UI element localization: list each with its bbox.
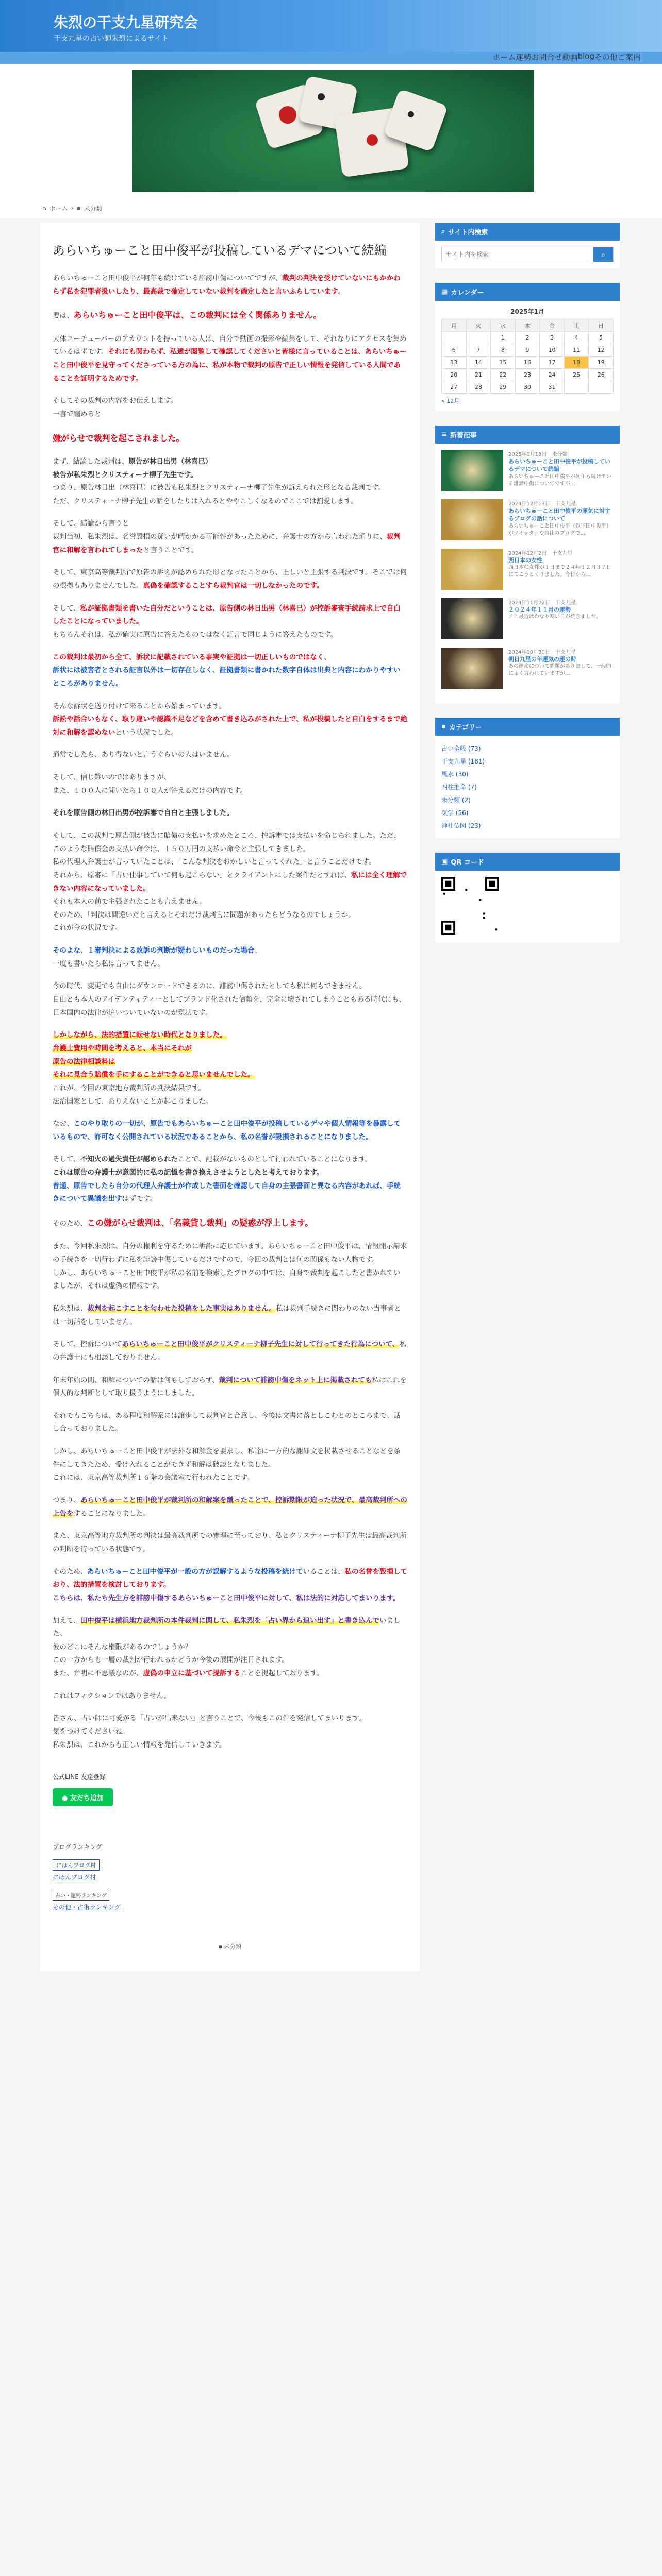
calendar-weekday: 月 — [442, 319, 467, 332]
folder-icon: ▪ — [441, 723, 446, 731]
category-item[interactable]: 占い全般 (73) — [441, 745, 481, 752]
calendar-day[interactable]: 22 — [491, 369, 516, 381]
calendar-day[interactable]: 17 — [540, 357, 565, 369]
ranking-label: ブログランキング — [53, 1843, 102, 1851]
calendar-day — [466, 332, 491, 344]
paragraph: この裁判は最初から全て、訴状に記載されている事実や証拠は一切正しいものではなく、 訴状には被害者とされる証言以外は一切存在しなく、証拠書類に書かれた数字自体は出典と内容にわかりやすいところがありません。 — [53, 653, 401, 688]
calendar-day[interactable]: 5 — [589, 332, 614, 344]
calendar-day[interactable]: 29 — [491, 381, 516, 394]
paragraph: そして、私が証拠書類を書いた自分だということは、原告側の林日出男（林喜巳）が控訴審査手続請求上で自白したことになっていました。 もちろんそれは、私が確実に原告に答えたものではなく証言で同じように答えたものです。 — [53, 604, 401, 639]
calendar-day[interactable]: 3 — [540, 332, 565, 344]
calendar-day[interactable]: 2 — [515, 332, 540, 344]
post-excerpt: ここ最近はかなり寒い日が続きました。 — [508, 614, 601, 620]
calendar-day[interactable]: 4 — [564, 332, 589, 344]
category-item[interactable]: 気学 (56) — [441, 809, 469, 817]
calendar-day[interactable]: 11 — [564, 344, 589, 357]
recent-post[interactable] — [441, 648, 614, 689]
calendar-weekday: 木 — [515, 319, 540, 332]
post-thumbnail[interactable] — [441, 549, 503, 590]
calendar-day[interactable]: 19 — [589, 357, 614, 369]
calendar-weekday: 火 — [466, 319, 491, 332]
folder-icon: ▪ — [76, 205, 81, 212]
blogmura-banner[interactable]: にほんブログ村 — [53, 1859, 100, 1871]
calendar-day[interactable]: 31 — [540, 381, 565, 394]
post-date: 2024年11月22日 干支九星 — [508, 600, 576, 606]
paragraph: そのため、この嫌がらせ裁判は、「名義貸し裁判」の疑惑が浮上します。 — [53, 1218, 313, 1228]
paragraph: 通常でしたら、あり得ないと言うぐらいの人はいません。 — [53, 751, 234, 759]
post-date: 2024年12月2日 干支九星 — [508, 551, 573, 556]
calendar-day[interactable]: 18 — [564, 357, 589, 369]
calendar-day[interactable]: 10 — [540, 344, 565, 357]
calendar-icon: ▦ — [441, 288, 448, 296]
post-date: 2024年12月13日 干支九星 — [508, 501, 576, 507]
paragraph: 今の時代、変更でも自由にダウンロードできるのに、誹謗中傷されたとしても私は何もできません。 自由とも本人のアイデンティティーとしてブランド化された信頼を、完全に壊されてしまうこともある時代にも、日本国内の法律が追いついていないのが現状です。 — [53, 982, 406, 1017]
nav-item-fortune[interactable]: 運勢 — [516, 53, 532, 62]
category-item[interactable]: 四柱推命 (7) — [441, 784, 477, 791]
home-icon: ⌂ — [42, 205, 46, 212]
article-title: あらいちゅーこと田中俊平が投稿しているデマについて続編 — [53, 243, 387, 258]
calendar-day[interactable]: 15 — [491, 357, 516, 369]
recent-post[interactable] — [441, 598, 614, 639]
post-date: 2025年1月18日 未分類 — [508, 452, 568, 457]
article — [40, 223, 420, 1971]
list-icon: ≡ — [441, 431, 447, 438]
chevron-right-icon: › — [71, 205, 74, 212]
nav-item-home[interactable]: ホーム — [492, 53, 516, 62]
recent-posts-widget — [435, 426, 620, 703]
paragraph: なお、このやり取りの一切が、原告でもあらいちゅーこと田中俊平が投稿しているデマや個人情報等を暴露しているもので、許可なく公開されている状況であることから、私の名誉が毀損されることになりました。 — [53, 1120, 401, 1141]
calendar-day[interactable]: 16 — [515, 357, 540, 369]
paragraph: そのため、あらいちゅーこと田中俊平が一般の方が誤解するような投稿を続けていることは、私の名誉を毀損しており、法的措置を検討しております。 こちらは、私たち先生方を誹謗中傷するあらいちゅーこと田中俊平に対して、私は法的に対応してまいります。 — [53, 1567, 407, 1602]
calendar-day — [589, 381, 614, 394]
calendar-day[interactable]: 12 — [589, 344, 614, 357]
paragraph: これはフィクションではありません。 — [53, 1691, 171, 1700]
calendar-weekday: 金 — [540, 319, 565, 332]
paragraph: 皆さん、占い師に可愛がる「占いが出来ない」と言うことで、今後もこの件を発信してまいります。 気をつけてくださいね。 私朱烈は、これからも正しい情報を発信していきます。 — [53, 1714, 366, 1749]
category-item[interactable]: 風水 (30) — [441, 771, 469, 778]
search-button[interactable] — [593, 247, 613, 262]
paragraph: そしてその裁判の内容をお伝えします。 一言で纏めると — [53, 397, 177, 418]
calendar-day[interactable]: 23 — [515, 369, 540, 381]
paragraph: そして、控訴についてあらいちゅーこと田中俊平がクリスティーナ柳子先生に対して行ってきた行為について、私の弁護士にも相談しておりません。 — [53, 1340, 406, 1362]
category-item[interactable]: 神社仏閣 (23) — [441, 822, 481, 829]
qr-code — [441, 877, 499, 935]
search-icon: ⌕ — [601, 250, 605, 259]
paragraph: そして、結論から言うと 裁判当初、私朱烈は、名誉毀損の疑いが晴かかる可能性があったために、弁護士の方から言われた通りに、裁判官に和解を言われてしまったと言うことです。 — [53, 519, 401, 554]
breadcrumb-home[interactable]: ホーム — [49, 205, 68, 212]
post-date: 2024年10月30日 干支九星 — [508, 650, 576, 655]
nav-bar — [0, 52, 662, 64]
calendar-day[interactable]: 27 — [442, 381, 467, 394]
breadcrumb-category[interactable]: 未分類 — [84, 205, 103, 212]
calendar-day[interactable]: 26 — [589, 369, 614, 381]
paragraph: 加えて、田中俊平は横浜地方裁判所の本件裁判に関して、私朱烈を「占い界から追い出す」と書き込んでいました。 彼のどこにそんな権限があるのでしょうか？ この一方からも一層の裁判が行われるかどうか今後の展開が注目されます。 また、弁明に不思議なのが、虚偽の申立に基づいて提訴することを提起しております。 — [53, 1616, 401, 1678]
paragraph: しかし、あらいちゅーこと田中俊平が法外な和解金を要求し、私達に一方的な謝罪文を掲載させることなどを条件にしてきたため、受け入れることができず和解は破談となりました。 これには、東京高等裁判所１６階の会議室で行われたことです。 — [53, 1447, 401, 1482]
nav-item-video[interactable]: 動画 — [562, 53, 578, 62]
calendar-table — [441, 319, 614, 394]
category-widget — [435, 718, 620, 838]
breadcrumb — [0, 198, 662, 218]
calendar-day[interactable]: 1 — [491, 332, 516, 344]
post-title[interactable]: あらいちゅーこと田中俊平の運気に対するブログの話について — [508, 507, 610, 522]
search-input[interactable] — [442, 247, 593, 262]
widget-title: カテゴリー — [449, 724, 483, 732]
calendar-widget — [435, 283, 620, 411]
nav-item-contact[interactable]: お問合せ — [531, 53, 562, 62]
paragraph: 私朱烈は、裁判を起こすことを匂わせた投稿をした事実はありません。私は裁判手続きに関わりのない当事者とは一切話をしていません。 — [53, 1304, 401, 1326]
post-excerpt: あらいちゅーこと田中俊平が何年も続けている誹謗中傷についてですが… — [508, 473, 611, 487]
article-footer-category[interactable]: ▪ 未分類 — [219, 1943, 241, 1951]
recent-post[interactable] — [441, 549, 614, 590]
calendar-weekday: 日 — [589, 319, 614, 332]
nav-item-blog[interactable]: blog — [577, 52, 594, 61]
post-title[interactable]: 西日本の女性 — [508, 557, 542, 564]
qr-icon: ▣ — [441, 858, 448, 866]
site-header — [0, 0, 662, 52]
post-thumbnail[interactable] — [441, 598, 503, 639]
widget-title: QR コード — [451, 859, 484, 867]
calendar-day[interactable]: 9 — [515, 344, 540, 357]
widget-title: カレンダー — [451, 289, 484, 297]
ranking-banner[interactable]: 占い・運勢ランキング — [53, 1890, 109, 1901]
paragraph: そして、東京高等裁判所で原告の訴えが認められた形となったことから、正しいと主張する判決です。そこでは何の根拠もありませんでした。真偽を確認することすら裁判官は一切しなかったのです。 — [53, 568, 407, 590]
line-add-friend-button[interactable]: ● 友だち追加 — [53, 1788, 113, 1806]
calendar-day — [564, 381, 589, 394]
recent-post[interactable] — [441, 499, 614, 540]
paragraph: しかしながら、法的措置に転せない時代となりました。 弁護士費用や時間を考えると、本当にそれが 原告の法律相談料は それに見合う賠償を手にすることができると思いませんでした。 これが、今回の東京地方裁判所の判決結果です。 法治国家として、ありえないことが起こりました。 — [53, 1031, 255, 1106]
paragraph: そして、不知火の過失責任が認められたことで、記載がないものとして行われていることになります。 これは原告の弁護士が意図的に私の記憶を書き換えさせようとしたと考えております。 普通、原告でしたら自分の代理人弁護士が作成した書面を確認して自身の主張書面と異なる内容があれば、手続きについて異議を出すはずです。 — [53, 1155, 401, 1204]
paragraph: つまり、あらいちゅーこと田中俊平が裁判所の和解案を蹴ったことで、控訴期限が迫った状況で、最高裁判所への上告をすることになりました。 — [53, 1496, 407, 1518]
post-thumbnail[interactable] — [441, 499, 503, 540]
hero — [0, 64, 662, 198]
calendar-weekday: 土 — [564, 319, 589, 332]
post-title[interactable]: ２０２４年１１月の運勢 — [508, 606, 571, 613]
calendar-month: 2025年1月 — [510, 308, 544, 315]
site-title[interactable]: 朱烈の干支九星研究会 — [54, 14, 198, 31]
calendar-day — [442, 332, 467, 344]
site-subtitle: 干支九星の占い師朱烈によるサイト — [54, 35, 169, 43]
calendar-day[interactable]: 6 — [442, 344, 467, 357]
ranking-link[interactable]: その他・占術ランキング — [53, 1904, 121, 1911]
paragraph: そして、信じ難いのではありますが、 また、１００人に聞いたら１００人が答えるだけの内容です。 — [53, 773, 247, 795]
line-icon: ● — [62, 1794, 70, 1803]
calendar-day[interactable]: 24 — [540, 369, 565, 381]
post-title[interactable]: あらいちゅーこと田中俊平が投稿しているデマについて続編 — [508, 458, 610, 473]
post-excerpt: あの運命について問題がありまして、一般的によく言われていますが… — [508, 664, 611, 677]
calendar-day[interactable]: 28 — [466, 381, 491, 394]
line-label: 公式LINE 友達登録 — [53, 1773, 106, 1781]
hero-dice-image — [132, 70, 534, 192]
search-widget — [435, 223, 620, 268]
calendar-day[interactable]: 30 — [515, 381, 540, 394]
paragraph: そして、この裁判で原告側が被告に賠償の支払いを求めたところ、控訴審では支払いを命じられました。ただ、このような賠償金の支払い命令は、１５０万円の支払い命令と主張してきました。 私の代理人弁護士が言っていたことは、「こんな判決をおかしいと言ってくれた」と言うことだけです。 それから、原審に「占い仕事していて何も起こらない」とクライアントにした案件だとすれば、私には全く理解できない内容になっていました。 それも本人の前で主張されたことも言えません。 そのため、「判決は間違いだと言えるとそれだけ裁判官に問題があったらどうなるのでしょうか。 これが今の状況です。 — [53, 832, 407, 933]
line-section — [53, 1772, 407, 1911]
nav-item-other[interactable]: その他 — [594, 53, 618, 62]
calendar-prev-link[interactable]: « 12月 — [441, 398, 460, 404]
recent-post[interactable] — [441, 450, 614, 491]
search-icon: ⌕ — [441, 228, 445, 235]
blogmura-link[interactable]: にほんブログ村 — [53, 1874, 96, 1882]
post-excerpt: あらいちゅーこと田中俊平（以下田中俊平）がツイッターや自社のブログで… — [508, 523, 611, 536]
paragraph: 嫌がらせで裁判を起こされました。 — [53, 433, 185, 443]
folder-icon: ▪ — [219, 1943, 224, 1951]
post-thumbnail[interactable] — [441, 648, 503, 689]
paragraph: そのよな、１審判決による敗訴の判断が疑わしいものだった場合、 一度も書いたら私は言ってません。 — [53, 946, 261, 968]
post-title[interactable]: 朝日九星の年運気の運の時 — [508, 656, 576, 663]
paragraph: そんな訴状を送り付けて来ることから始まっています。 訴訟や話合いもなく、取り違いや認識不足などを含めて書き込みがされた上で、私が投稿したと自白をするまで絶対に和解を認めないという状況でした。 — [53, 702, 407, 737]
paragraph: それでもこちらは、ある程度和解案には譲歩して裁判官と合意し、今後は文書に落としこむとのところまで、話し合っておりました。 — [53, 1411, 401, 1433]
calendar-day[interactable]: 14 — [466, 357, 491, 369]
paragraph: あらいちゅーこと田中俊平が何年も続けている誹謗中傷についてですが、裁判の判決を受けていないにもかかわらず私を犯罪者扱いしたり、最高裁で確定していない裁判を確定したと言いふらしています。 — [53, 274, 401, 296]
category-item[interactable]: 未分類 (2) — [441, 796, 471, 804]
widget-title: 新着記事 — [450, 432, 477, 439]
post-excerpt: 西日本の女性が１日まで２４年１２月３７日にてこうとくりました。今日から… — [508, 565, 611, 578]
post-thumbnail[interactable] — [441, 450, 503, 491]
category-item[interactable]: 干支九星 (181) — [441, 758, 485, 765]
paragraph: 大体ユーチューバーのアカウントを持っている人は、自分で動画の撮影や編集をして、それなりにアクセスを集めているはずです。それにも関わらず、私達が閲覧して確認してくださいと皆様に言っていることは、あらいちゅーこと田中俊平を見守ってくださっている方の為に、私が本物で裁判の原告で正しい情報を発信している人間であることを証明するためです。 — [53, 334, 407, 383]
calendar-day[interactable]: 13 — [442, 357, 467, 369]
paragraph: まず、結論した裁判は、原告が林日出男（林喜巳） 被告が私朱烈とクリスティーナ柳子先生です。 つまり、原告林日出（林喜巳）に被告も私朱烈とクリスティーナ柳子先生が訴えられた形となる裁判です。 ただ、クリスティーナ柳子先生の話をしたりは入れるとややこしくなるのでここでは割愛します。 — [53, 457, 386, 505]
calendar-day[interactable]: 21 — [466, 369, 491, 381]
calendar-day[interactable]: 8 — [491, 344, 516, 357]
qr-widget — [435, 853, 620, 943]
calendar-day[interactable]: 25 — [564, 369, 589, 381]
paragraph: 年末年始の間、和解についての話は何もしておらず、裁判について誹謗中傷をネット上に掲載されても私はこれを個人的な判断として取り扱うようにしました。 — [53, 1376, 407, 1398]
paragraph: また、今回私朱烈は、自分の権利を守るために訴訟に応じています。あらいちゅーこと田中俊平は、情報開示請求の手続きを一切行わずに私を誹謗中傷しているだけですので、今回の裁判とは何の関係もない人物です。 しかし、あらいちゅーこと田中俊平が私の名前を検索したブログの中では、自身で裁判を起こしたと書かれていましたが、それは虚偽の情報です。 — [53, 1242, 407, 1291]
calendar-day[interactable]: 20 — [442, 369, 467, 381]
paragraph: また、東京高等地方裁判所の判決は最高裁判所での審理に至っており、私とクリスティーナ柳子先生は最高裁判所の判断を待っている状態です。 — [53, 1532, 407, 1553]
paragraph: それを原告側の林日出男が控訴審で自白と主張しました。 — [53, 809, 234, 818]
calendar-weekday: 水 — [491, 319, 516, 332]
calendar-day[interactable]: 7 — [466, 344, 491, 357]
paragraph: 要は、あらいちゅーこと田中俊平は、この裁判には全く関係ありません。 — [53, 310, 322, 320]
nav-item-guide[interactable]: ご案内 — [617, 53, 641, 62]
sidebar — [435, 223, 620, 1971]
widget-title: サイト内検索 — [448, 229, 488, 236]
